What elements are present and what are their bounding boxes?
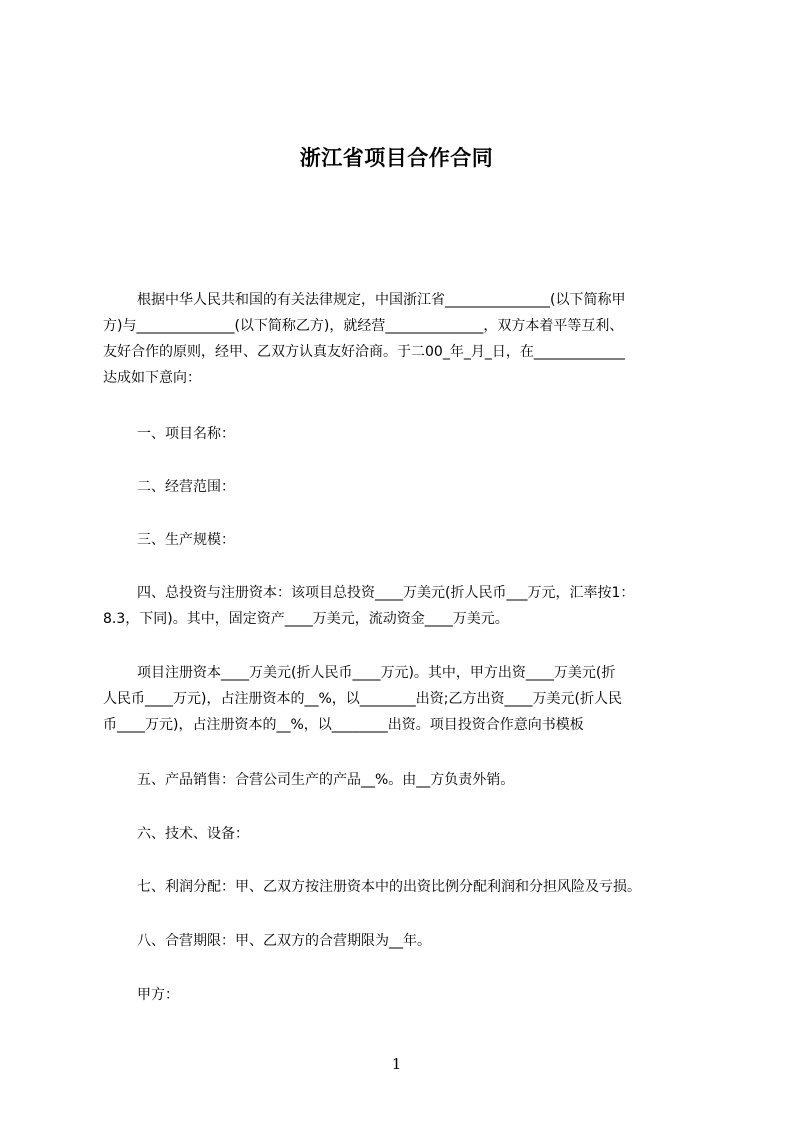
clause-technology-equipment: 六、技术、设备： (137, 826, 249, 842)
intro-line-4: 达成如下意向： (103, 370, 201, 386)
intro-line-1: 根据中华人民共和国的有关法律规定，中国浙江省_______________(以下简称甲 (137, 292, 626, 308)
clause-profit-distribution: 七、利润分配：甲、乙双方按注册资本中的出资比例分配利润和分担风险及亏损。 (137, 879, 641, 895)
party-a-signature-label: 甲方： (137, 987, 179, 1003)
clause-project-name: 一、项目名称： (137, 426, 235, 442)
clause-production-scale: 三、生产规模： (137, 532, 235, 548)
investment-line-1: 四、总投资与注册资本：该项目总投资____万美元(折人民币___万元，汇率按1： (137, 585, 635, 601)
capital-line-3: 币____万元)，占注册资本的__%，以________出资。项目投资合作意向书模板 (103, 717, 584, 733)
capital-line-2: 人民币____万元)，占注册资本的__%，以________出资;乙方出资____万美元(折人民 (103, 691, 622, 707)
intro-line-3: 友好合作的原则，经甲、乙双方认真友好洽商。于二00_年_月_日，在_____________ (103, 344, 625, 360)
clause-investment (103, 580, 715, 632)
clause-business-scope: 二、经营范围： (137, 479, 235, 495)
clause-joint-venture-term: 八、合营期限：甲、乙双方的合营期限为__年。 (137, 933, 431, 949)
document-title: 浙江省项目合作合同 (299, 146, 494, 170)
intro-line-2: 方)与______________(以下简称乙方)，就经营______________，双方本着平等互利、 (103, 318, 624, 334)
clause-product-sales: 五、产品销售：合营公司生产的产品__%。由__方负责外销。 (137, 772, 515, 788)
intro-paragraph (103, 287, 715, 391)
registered-capital-paragraph (103, 660, 715, 738)
investment-line-2: 8.3，下同)。其中，固定资产____万美元，流动资金____万美元。 (103, 611, 509, 627)
page-number: 1 (391, 1055, 402, 1073)
capital-line-1: 项目注册资本____万美元(折人民币____万元)。其中，甲方出资____万美元(折 (137, 665, 616, 681)
